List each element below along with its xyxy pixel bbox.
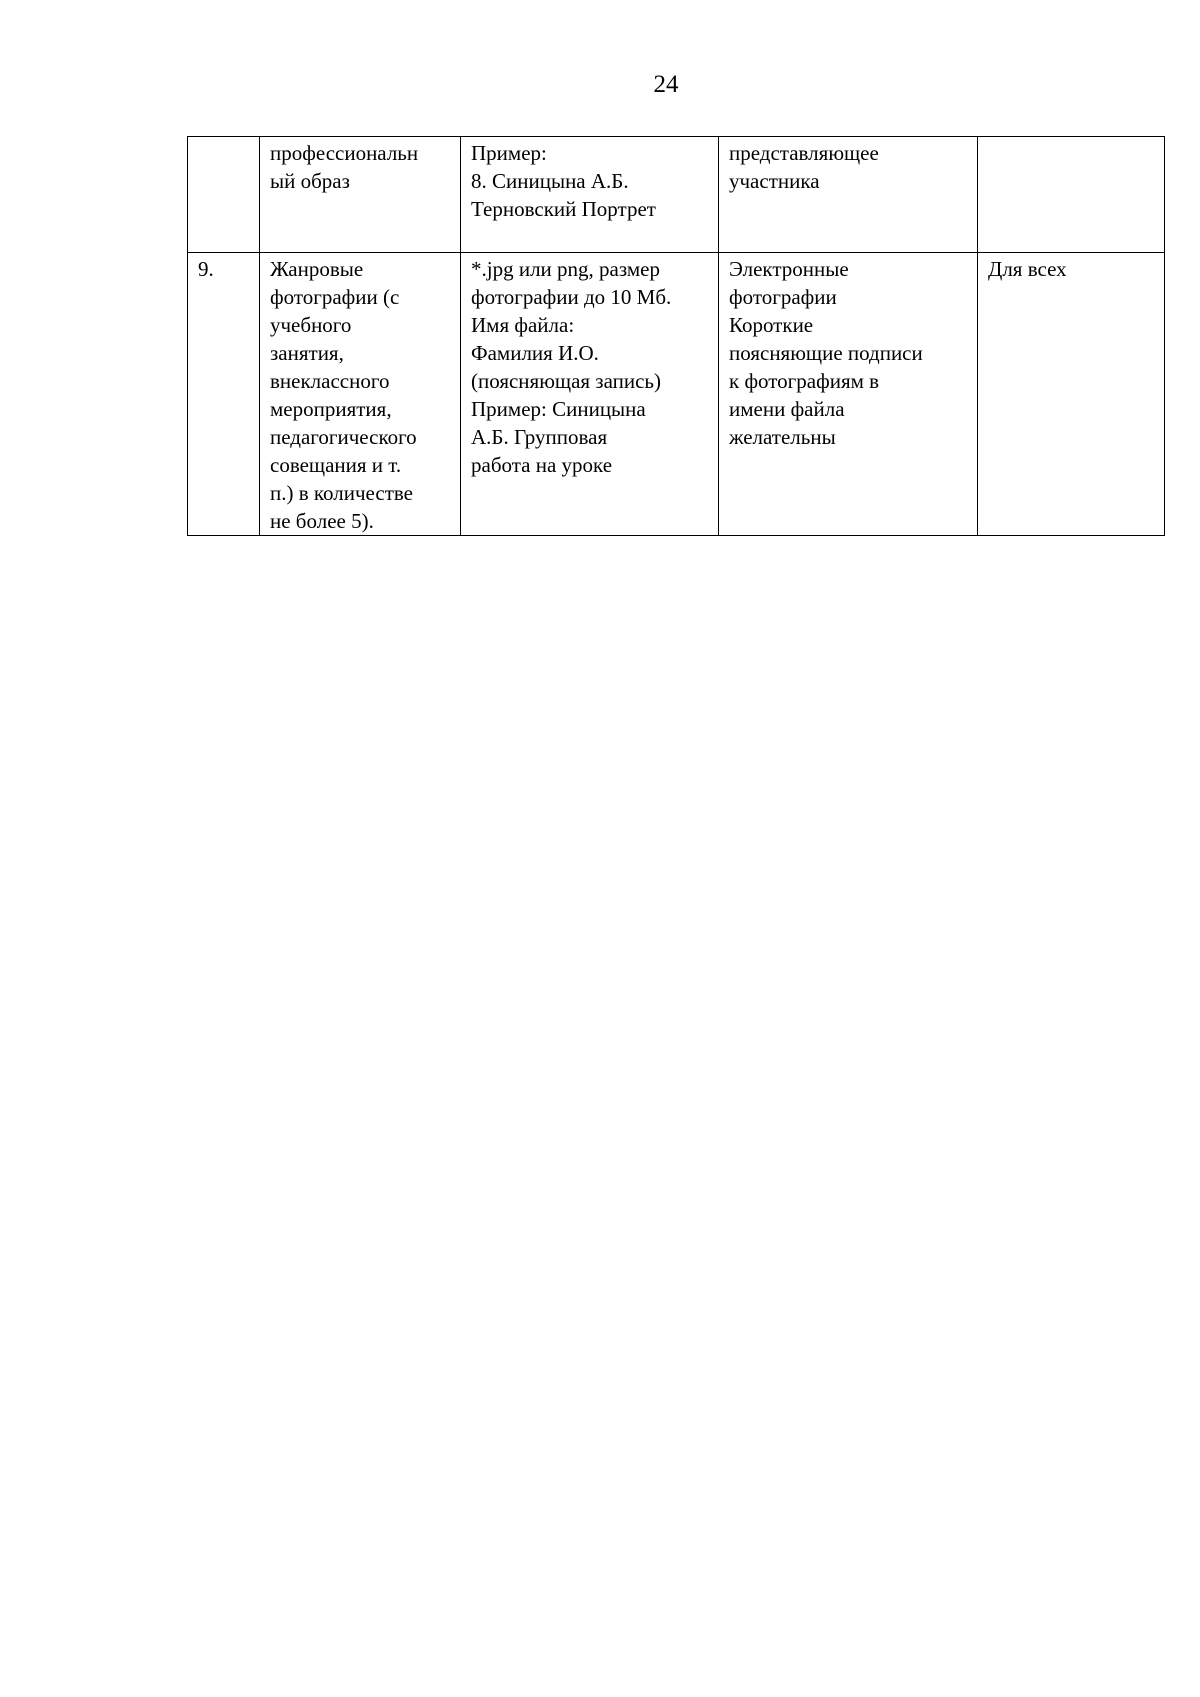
cell-requirements: *.jpg или png, размер фотографии до 10 Мб. Имя файла: Фамилия И.О. (поясняющая запись) Пример: Синицына А.Б. Групповая работа на уроке xyxy=(461,253,719,536)
cell-number: 9. xyxy=(188,253,260,536)
cell-name: Жанровые фотографии (с учебного занятия, внеклассного мероприятия, педагогического совещания и т. п.) в количестве не более 5). xyxy=(260,253,461,536)
page-number: 24 xyxy=(653,71,679,98)
table-row xyxy=(188,253,1165,536)
requirements-table xyxy=(187,136,1165,536)
cell-format: Электронные фотографии Короткие поясняющие подписи к фотографиям в имени файла желательны xyxy=(719,253,978,536)
cell-format: представляющее участника xyxy=(719,137,978,253)
cell-number xyxy=(188,137,260,253)
table-row xyxy=(188,137,1165,253)
cell-name: профессиональн ый образ xyxy=(260,137,461,253)
cell-requirements: Пример: 8. Синицына А.Б. Терновский Портрет xyxy=(461,137,719,253)
cell-audience: Для всех xyxy=(978,253,1165,536)
cell-audience xyxy=(978,137,1165,253)
